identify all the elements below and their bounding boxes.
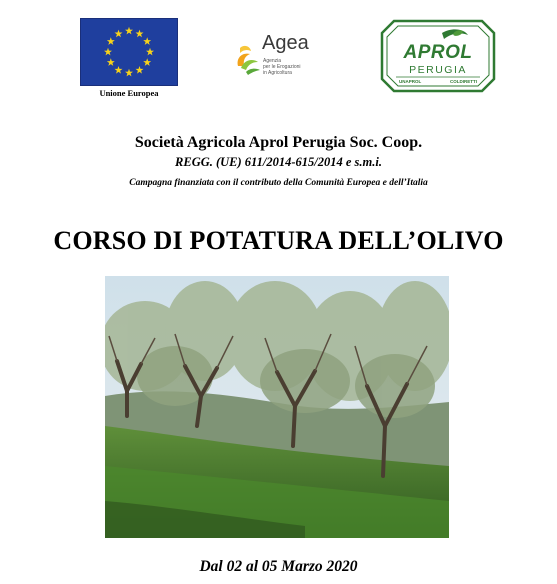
agea-subtitle-line: per le Erogazioni — [263, 64, 301, 70]
agea-subtitle-line: in Agricoltura — [263, 70, 292, 76]
organization-name: Società Agricola Aprol Perugia Soc. Coop. — [134, 134, 423, 151]
funding-note: Campagna finanziata con il contributo della Comunità Europea e dell’Italia — [129, 178, 428, 188]
aprol-city: PERUGIA — [409, 64, 467, 76]
aprol-name: APROL — [403, 42, 473, 63]
course-dates: Dal 02 al 05 Marzo 2020 — [199, 558, 358, 575]
agea-logo — [234, 28, 334, 88]
aprol-affiliation: COLDIRETTI — [450, 79, 477, 84]
aprol-affiliation: UNAPROL — [399, 79, 422, 84]
eu-label: Unione Europea — [99, 88, 159, 98]
agea-subtitle-line: Agenzia — [263, 58, 282, 64]
course-title: CORSO DI POTATURA DELL’OLIVO — [53, 226, 504, 255]
agea-swirl-icon — [234, 42, 264, 76]
agea-name: Agea — [262, 32, 309, 54]
eu-logo — [80, 18, 178, 98]
aprol-logo — [380, 19, 496, 93]
olive-grove-photo — [105, 276, 449, 538]
regulation-reference: REGG. (UE) 611/2014-615/2014 e s.m.i. — [175, 155, 382, 169]
eu-flag-icon — [80, 18, 178, 86]
